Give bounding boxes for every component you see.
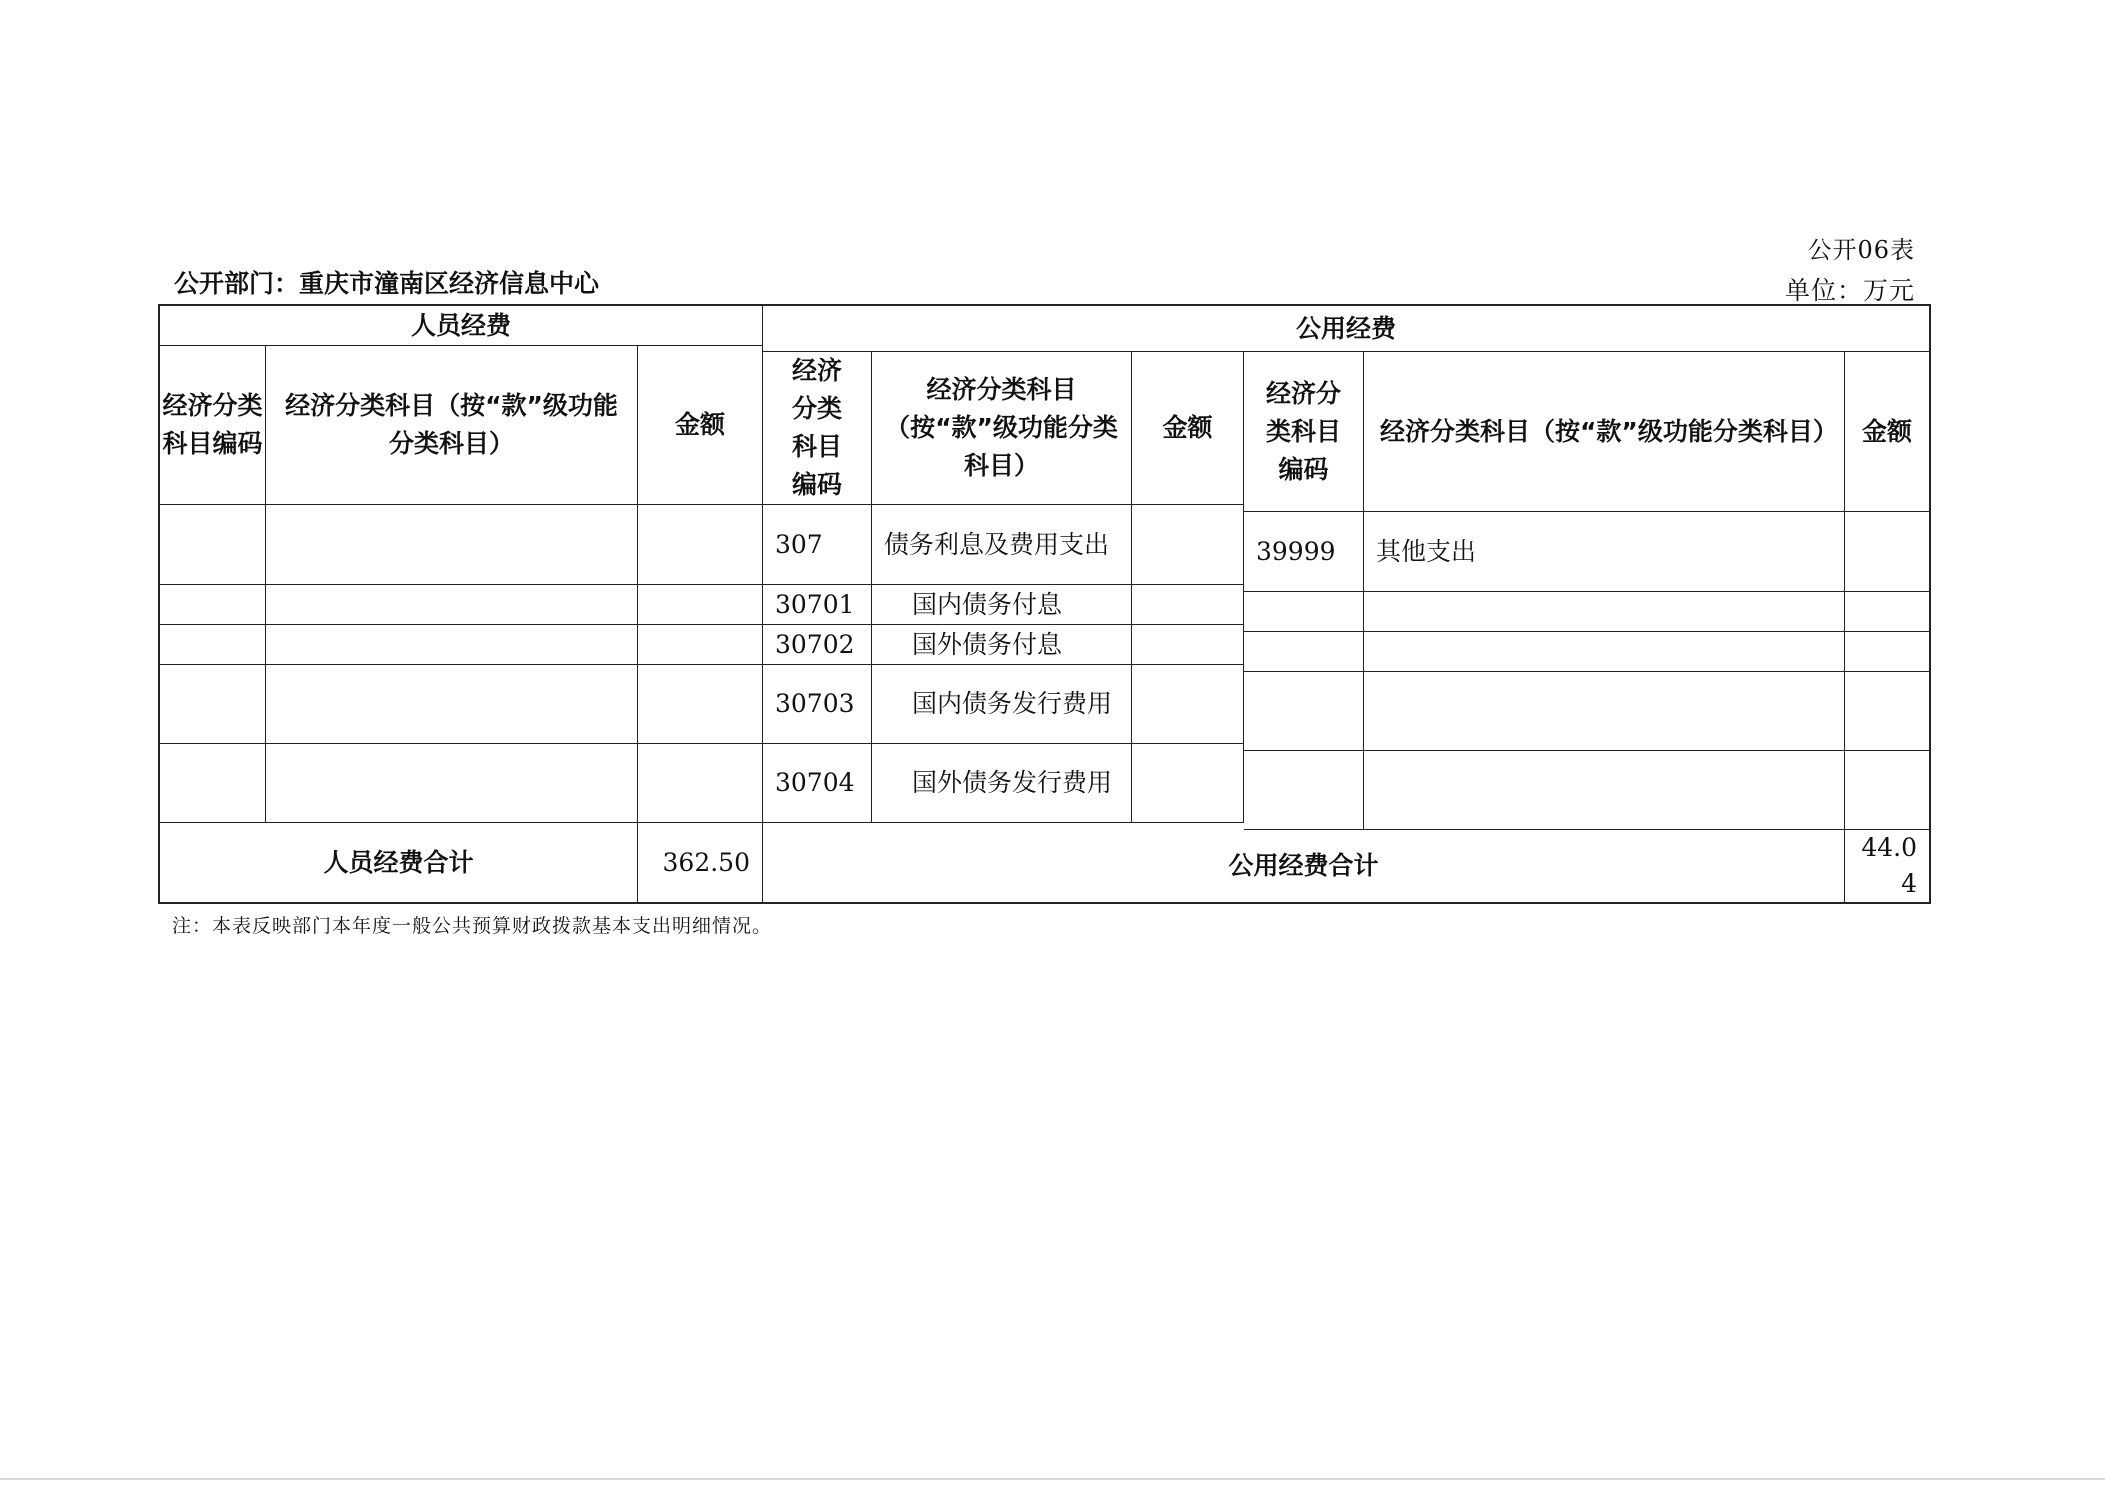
public-total-label: 公用经费合计 (763, 830, 1845, 902)
personnel-header: 人员经费 (160, 306, 763, 346)
department-label: 公开部门：重庆市潼南区经济信息中心 (174, 269, 600, 298)
page-edge (0, 1478, 2105, 1480)
row4-personnel-amount (638, 665, 763, 744)
row4-amount2 (1845, 672, 1929, 751)
row5-subject2 (1364, 751, 1845, 830)
row1-amount2 (1845, 512, 1929, 592)
row2-subject: 国内债务付息 (872, 585, 1132, 625)
col-header-amount-public2: 金额 (1845, 352, 1929, 512)
row3-personnel-subject (266, 625, 638, 665)
col-header-subject: 经济分类科目（按“款”级功能分类科目） (266, 346, 638, 505)
row4-subject: 国内债务发行费用 (872, 665, 1132, 744)
row5-code: 30704 (763, 744, 872, 823)
row1-amount (1132, 505, 1244, 585)
expenditure-table (158, 304, 1931, 904)
col-header-subject-public2: 经济分类科目（按“款”级功能分类科目） (1364, 352, 1845, 512)
form-code: 公开06表 (1807, 236, 1915, 264)
row1-code: 307 (763, 505, 872, 585)
row2-code2 (1244, 592, 1364, 632)
row3-personnel-amount (638, 625, 763, 665)
row2-personnel-code (160, 585, 266, 625)
col-header-code-public: 经济分类科目编码 (763, 352, 872, 505)
footnote: 注：本表反映部门本年度一般公共预算财政拨款基本支出明细情况。 (172, 915, 773, 937)
row5-subject: 国外债务发行费用 (872, 744, 1132, 823)
row1-subject2: 其他支出 (1364, 512, 1845, 592)
row1-personnel-code (160, 505, 266, 585)
unit-label: 单位：万元 (1784, 276, 1915, 305)
row2-code: 30701 (763, 585, 872, 625)
public-total-value: 44.04 (1861, 833, 1917, 898)
row3-subject2 (1364, 632, 1845, 672)
row3-subject: 国外债务付息 (872, 625, 1132, 665)
row5-amount2 (1845, 751, 1929, 830)
public-header: 公用经费 (763, 306, 1929, 352)
row5-code2 (1244, 751, 1364, 830)
row4-code2 (1244, 672, 1364, 751)
row4-personnel-code (160, 665, 266, 744)
row4-amount (1132, 665, 1244, 744)
row4-code: 30703 (763, 665, 872, 744)
col-header-amount-public: 金额 (1132, 352, 1244, 505)
row2-personnel-amount (638, 585, 763, 625)
row5-personnel-amount (638, 744, 763, 823)
row1-personnel-subject (266, 505, 638, 585)
row2-amount2 (1845, 592, 1929, 632)
row5-personnel-code (160, 744, 266, 823)
row2-personnel-subject (266, 585, 638, 625)
row3-personnel-code (160, 625, 266, 665)
col-header-subject-public: 经济分类科目（按“款”级功能分类科目） (872, 352, 1132, 505)
col-header-code: 经济分类科目编码 (160, 346, 266, 505)
col-header-amount: 金额 (638, 346, 763, 505)
row1-personnel-amount (638, 505, 763, 585)
row1-subject: 债务利息及费用支出 (872, 505, 1132, 585)
row5-personnel-subject (266, 744, 638, 823)
row4-subject2 (1364, 672, 1845, 751)
row2-subject2 (1364, 592, 1845, 632)
personnel-total-value: 362.50 (638, 823, 763, 902)
row3-amount (1132, 625, 1244, 665)
col-header-code-public2: 经济分类科目编码 (1244, 352, 1364, 512)
row1-code2: 39999 (1244, 512, 1364, 592)
row3-amount2 (1845, 632, 1929, 672)
row3-code2 (1244, 632, 1364, 672)
row4-personnel-subject (266, 665, 638, 744)
row5-amount (1132, 744, 1244, 823)
personnel-total-label: 人员经费合计 (160, 823, 638, 902)
row3-code: 30702 (763, 625, 872, 665)
row2-amount (1132, 585, 1244, 625)
